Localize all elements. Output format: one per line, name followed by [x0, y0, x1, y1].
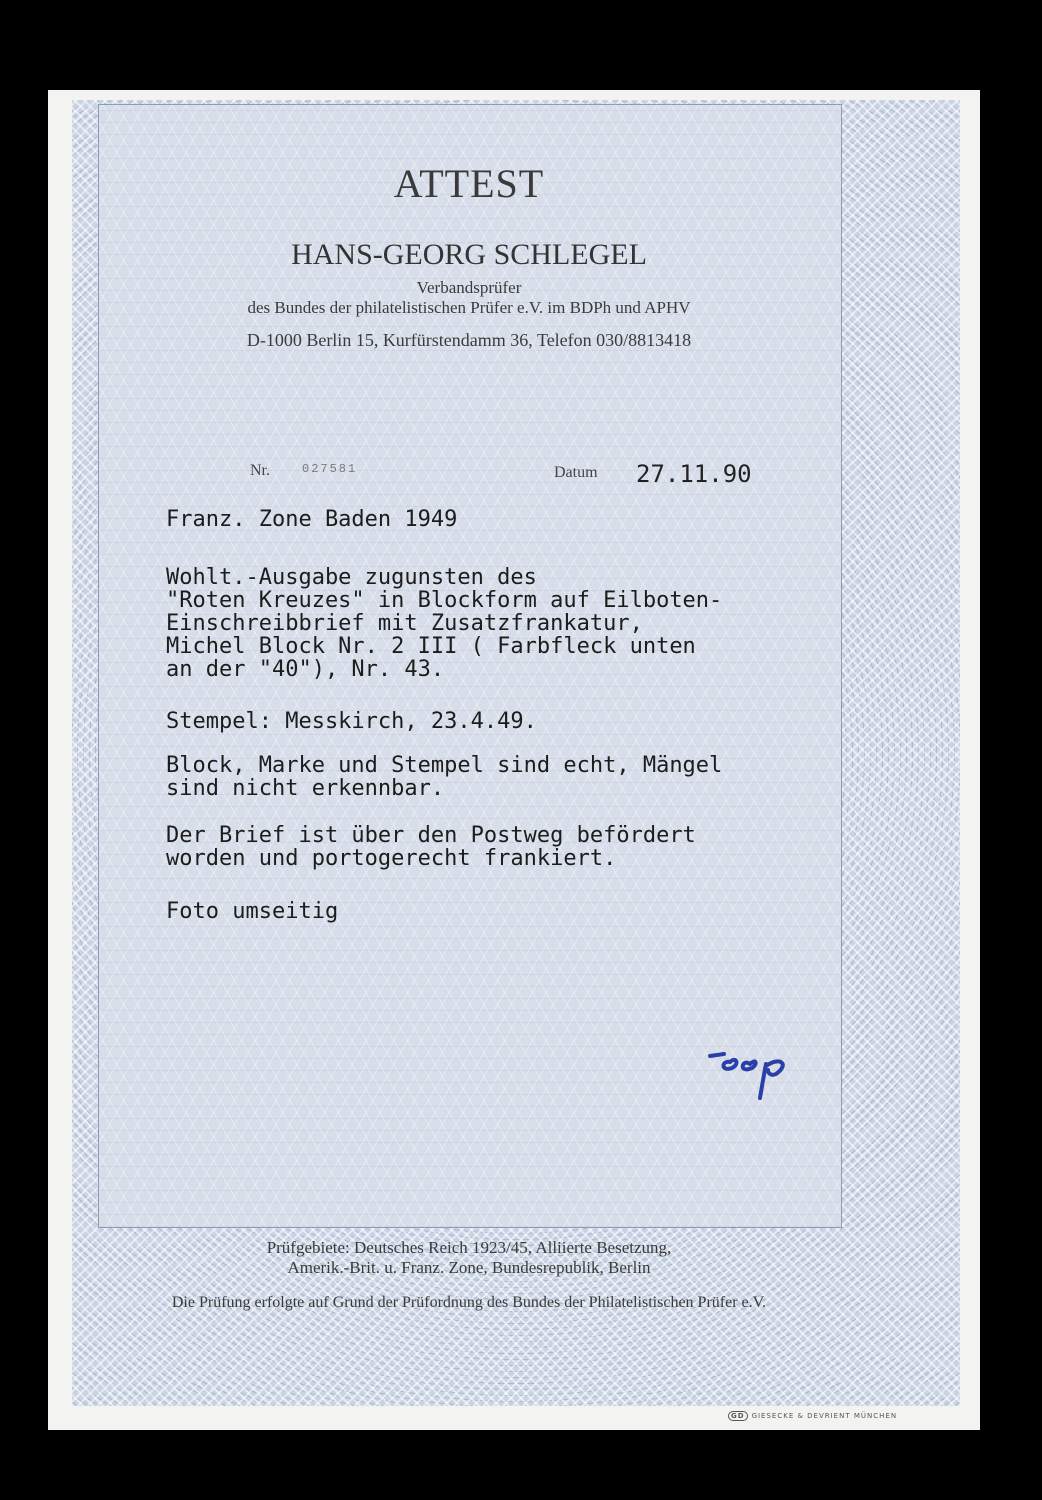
examination-areas-line-2: Amerik.-Brit. u. Franz. Zone, Bundesrepublik, Berlin [287, 1258, 651, 1277]
issue-line: Franz. Zone Baden 1949 [166, 507, 458, 532]
photo-note: Foto umseitig [166, 899, 339, 924]
description-paragraph: Wohlt.-Ausgabe zugunsten des "Roten Kreuzes" in Blockform auf Eilboten- Einschreibbrief mit Zusatzfrankatur, Michel Block Nr. 2 III ( Farbfleck unten an der "40"), Nr. 43. [166, 565, 723, 682]
postal-paragraph: Der Brief ist über den Postweg befördert worden und portogerecht frankiert. [166, 823, 696, 871]
examiner-address: D-1000 Berlin 15, Kurfürstendamm 36, Telefon 030/8813418 [246, 330, 692, 350]
certificate-number: 027581 [302, 462, 358, 476]
examiner-association: des Bundes der philatelistischen Prüfer e.V. im BDPh und APHV [247, 298, 691, 317]
printer-name: GIESECKE & DEVRIENT MÜNCHEN [751, 1412, 898, 1420]
examination-areas [98, 1238, 840, 1278]
printer-imprint [728, 1411, 948, 1421]
examination-basis: Die Prüfung erfolgte auf Grund der Prüfordnung des Bundes der Philatelistischen Prüfer e.V. [171, 1294, 767, 1311]
printer-logo-icon: GD [728, 1411, 748, 1421]
signature-mark [706, 1034, 846, 1104]
date-label: Datum [554, 464, 598, 481]
certificate-date: 27.11.90 [636, 460, 752, 488]
postmark-paragraph: Stempel: Messkirch, 23.4.49. [166, 709, 537, 734]
examiner-name: HANS-GEORG SCHLEGEL [291, 238, 647, 271]
examination-areas-line-1: Prüfgebiete: Deutsches Reich 1923/45, Alliierte Besetzung, [266, 1238, 672, 1257]
certificate-title: ATTEST [393, 161, 545, 206]
genuineness-paragraph: Block, Marke und Stempel sind echt, Mängel sind nicht erkennbar. [166, 753, 723, 801]
examiner-role: Verbandsprüfer [416, 278, 522, 297]
number-label: Nr. [250, 462, 270, 479]
